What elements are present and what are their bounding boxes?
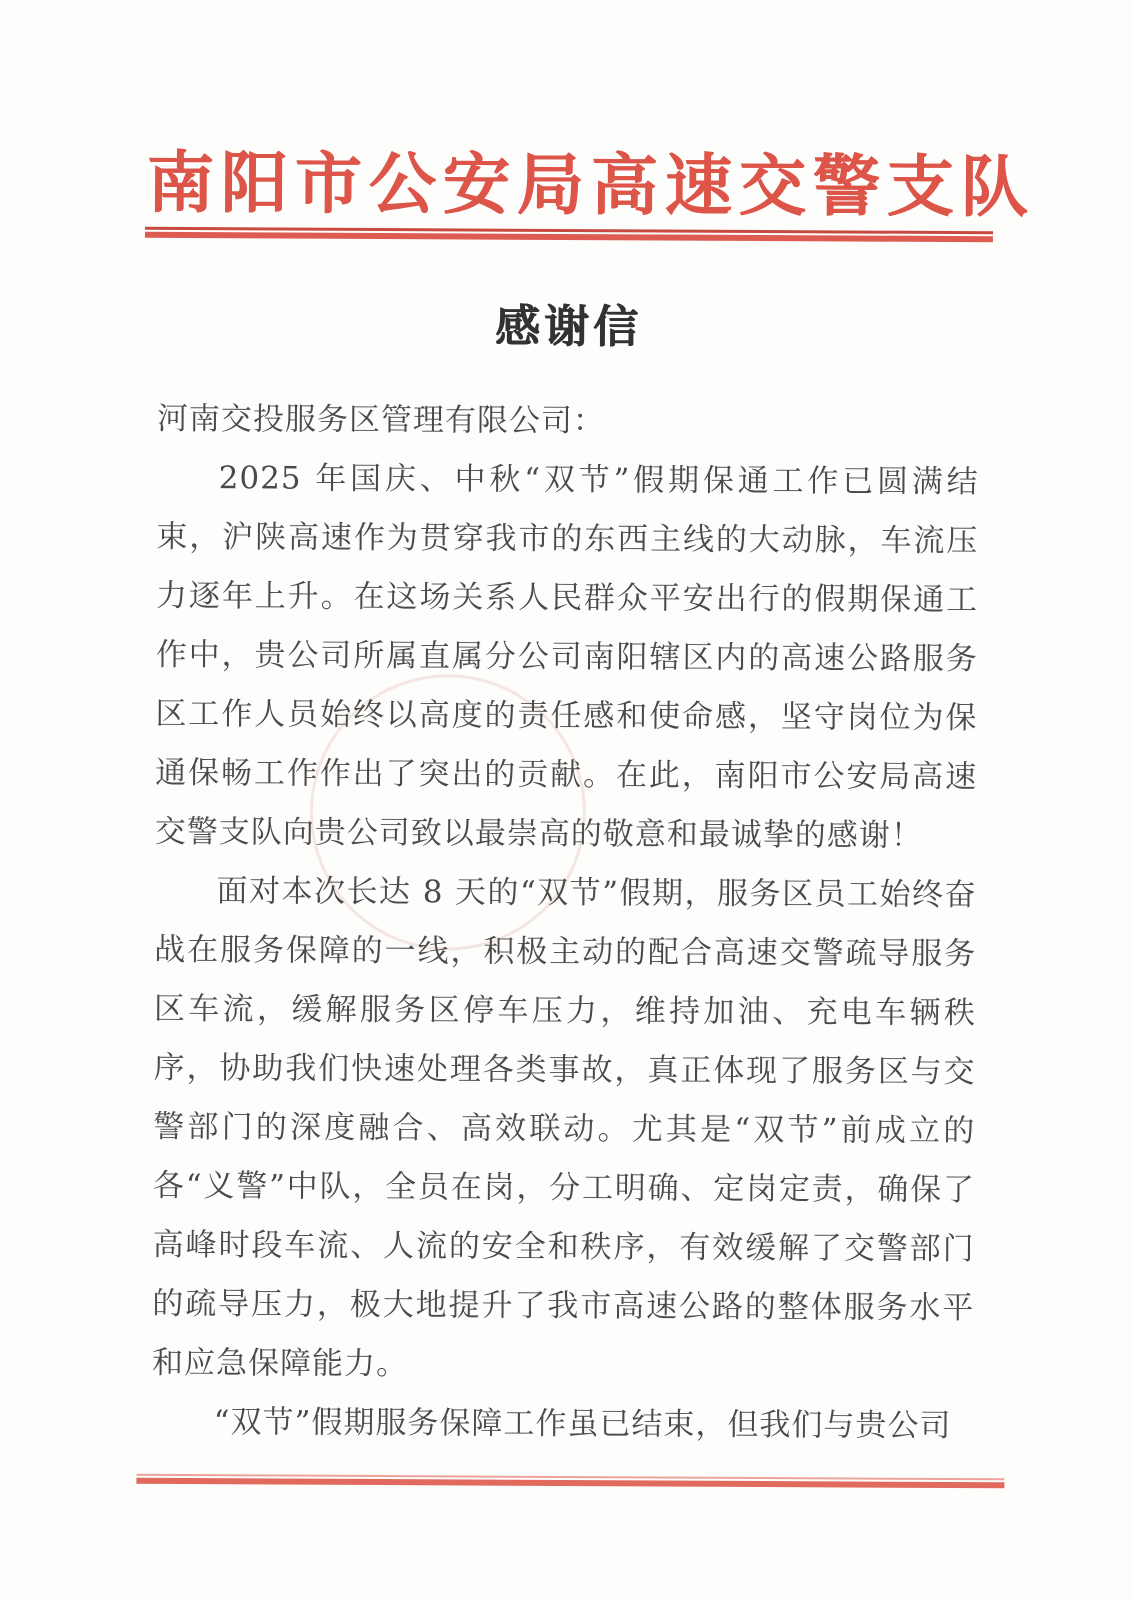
paragraph-2: 面对本次长达 8 天的“双节”假期，服务区员工始终奋战在服务保障的一线，积极主动的配合高速交警疏导服务区车流，缓解服务区停车压力，维持加油、充电车辆秩序，协助我们快速处理各类事故，真正体现了服务区与交警部门的深度融合、高效联动。尤其是“双节”前成立的各“义警”中队，全员在岗，分工明确、定岗定责，确保了高峰时段车流、人流的安全和秩序，有效缓解了交警部门的疏导压力，极大地提升了我市高速公路的整体服务水平和应急保障能力。 bbox=[151, 873, 977, 1383]
letterhead-title: 南阳市公安局高速交警支队 bbox=[146, 142, 1035, 227]
footer-divider bbox=[136, 1474, 1004, 1489]
paragraph-3: “双节”假期服务保障工作虽已结束，但我们与贵公司 bbox=[213, 1404, 952, 1445]
letter-body bbox=[152, 390, 980, 1456]
paragraph-1: 2025 年国庆、中秋“双节”假期保通工作已圆满结束，沪陕高速作为贯穿我市的东西主线的大动脉，车流压力逐年上升。在这场关系人民群众平安出行的假期保通工作中，贵公司所属直属分公司南阳辖区内的高速公路服务区工作人员始终以高度的责任感和使命感，坚守岗位为保通保畅工作作出了突出的贡献。在此，南阳市公安局高速交警支队向贵公司致以最崇高的敬意和最诚挚的感谢！ bbox=[154, 460, 979, 854]
letterhead-divider bbox=[145, 227, 993, 242]
salutation-line: 河南交投服务区管理有限公司： bbox=[156, 400, 606, 440]
document-title: 感谢信 bbox=[494, 299, 643, 354]
